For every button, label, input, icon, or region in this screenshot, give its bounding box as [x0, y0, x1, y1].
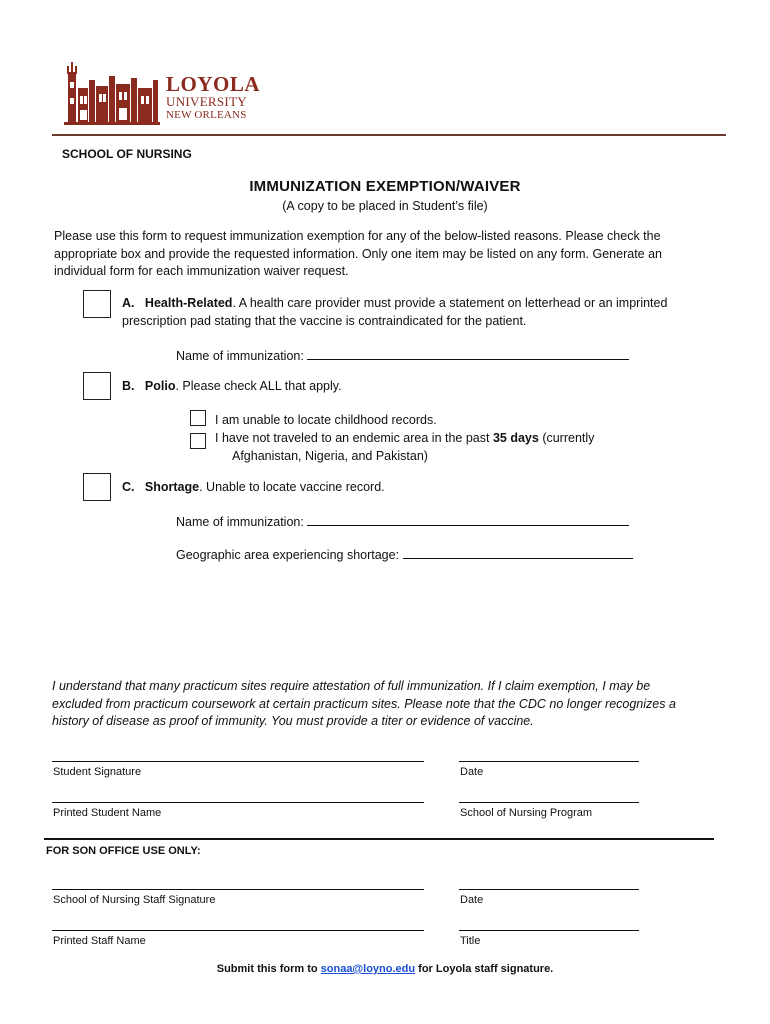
printed-student-name-label: Printed Student Name [53, 807, 162, 819]
polio-travel-days: 35 days [492, 431, 539, 445]
polio-travel-text: I have not traveled to an endemic area in the past [215, 431, 493, 445]
option-c-heading: Shortage [144, 480, 200, 494]
university-logo [62, 58, 262, 128]
student-date-line[interactable] [459, 761, 639, 762]
option-b-text: . Please check ALL that apply. [175, 379, 342, 393]
option-a-text: . A health care provider must provide a statement on letterhead or an imprinted prescription pad stating that the vaccine is contraindicated for the patient. [122, 296, 668, 328]
student-date-label: Date [460, 766, 484, 778]
logo-line-new-orleans: NEW ORLEANS [166, 109, 247, 121]
option-c-immunization-input[interactable] [307, 513, 629, 526]
option-a-heading: Health-Related [144, 296, 233, 310]
option-b-heading: Polio [144, 379, 176, 393]
school-name: SCHOOL OF NURSING [62, 147, 192, 161]
logo-line-loyola: LOYOLA [166, 72, 261, 96]
intro-paragraph: Please use this form to request immunization exemption for any of the below-listed reasons. Please check the appropriate box and provide the requested information. Only one item may be listed on any form. Generate an individual form for each immunization waiver request. [54, 229, 662, 278]
submit-text-post: for Loyola staff signature. [415, 963, 554, 975]
logo-line-university: UNIVERSITY [166, 94, 247, 109]
staff-title-label: Title [460, 935, 481, 947]
student-signature-label: Student Signature [53, 766, 142, 778]
attestation-text: I understand that many practicum sites require attestation of full immunization. If I claim exemption, I may be excluded from practicum coursework at certain practicum sites. Please note that the CDC no longer recognizes a history of disease as proof of immunity. You must provide a titer or evidence of vaccine. [52, 679, 676, 728]
form-title: IMMUNIZATION EXEMPTION/WAIVER [249, 178, 521, 195]
option-c-field-label: Name of immunization: [176, 515, 304, 529]
staff-date-label: Date [460, 894, 484, 906]
program-line[interactable] [459, 802, 639, 803]
printed-staff-name-line[interactable] [52, 930, 424, 931]
submit-text-pre: Submit this form to [216, 963, 321, 975]
option-a-letter: A. [122, 296, 135, 310]
polio-records-label: I am unable to locate childhood records. [215, 413, 437, 427]
student-signature-line[interactable] [52, 761, 424, 762]
option-a-immunization-input[interactable] [307, 347, 629, 360]
polio-records-checkbox[interactable] [190, 410, 206, 426]
option-c-letter: C. [122, 480, 135, 494]
option-a-field-label: Name of immunization: [176, 349, 304, 363]
option-a-checkbox[interactable] [83, 290, 111, 318]
polio-travel-checkbox[interactable] [190, 433, 206, 449]
shortage-area-label: Geographic area experiencing shortage: [176, 548, 400, 562]
option-c-text: . Unable to locate vaccine record. [199, 480, 385, 494]
shortage-area-field [176, 546, 633, 562]
option-a-immunization-field [176, 347, 629, 363]
polio-travel-countries: Afghanistan, Nigeria, and Pakistan) [232, 449, 428, 463]
office-use-heading: FOR SON OFFICE USE ONLY: [46, 845, 201, 857]
printed-student-name-line[interactable] [52, 802, 424, 803]
submit-instructions [0, 963, 770, 975]
option-a [122, 295, 702, 330]
shortage-area-input[interactable] [403, 546, 633, 559]
polio-travel-text-end: (currently [538, 431, 595, 445]
option-c-immunization-field [176, 513, 629, 529]
form-subtitle: (A copy to be placed in Student’s file) [282, 199, 488, 213]
printed-staff-name-label: Printed Staff Name [53, 935, 146, 947]
staff-signature-label: School of Nursing Staff Signature [53, 894, 216, 906]
staff-title-line[interactable] [459, 930, 639, 931]
staff-date-line[interactable] [459, 889, 639, 890]
option-b-letter: B. [122, 379, 135, 393]
option-c [122, 479, 385, 497]
submit-email-link[interactable]: sonaa@loyno.edu [320, 963, 416, 975]
header-divider [52, 134, 726, 136]
office-use-divider [44, 838, 714, 840]
option-c-checkbox[interactable] [83, 473, 111, 501]
option-b-checkbox[interactable] [83, 372, 111, 400]
staff-signature-line[interactable] [52, 889, 424, 890]
program-label: School of Nursing Program [460, 807, 593, 819]
polio-travel-label [215, 430, 594, 448]
option-b [122, 378, 342, 396]
